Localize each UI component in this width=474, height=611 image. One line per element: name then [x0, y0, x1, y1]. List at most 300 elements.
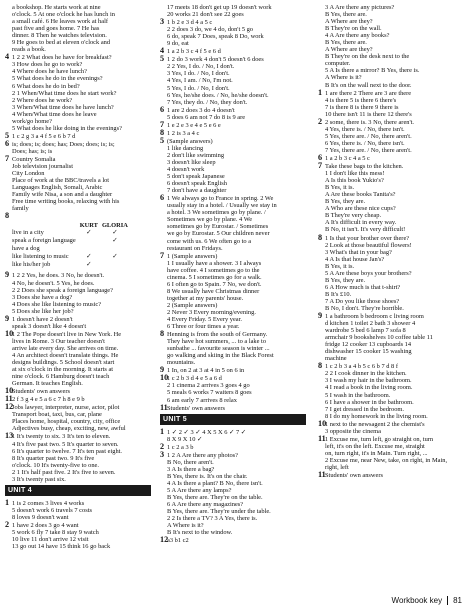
answer-text: have coffee. 4 I sometimes go to the [167, 266, 260, 274]
answer-line [5, 125, 151, 132]
answer-line [318, 162, 470, 170]
answer-line [318, 198, 470, 205]
exercise-number: 1 [318, 88, 323, 97]
answer-text: 1 are 2 does 3 do 4 doesn't [167, 106, 235, 114]
answer-text: City London [12, 170, 45, 178]
answer-text: 1 are there 2 There are 3 are there [325, 89, 412, 97]
table-row [12, 237, 132, 245]
answer-text: 5 Yes, there are. / No, there aren't. [325, 132, 412, 140]
answer-text: 6 A Are there any magazines? [167, 501, 244, 509]
answer-line [5, 271, 151, 279]
answer-line [5, 315, 151, 323]
answer-line [5, 521, 151, 529]
exercise-number: 4 [160, 47, 165, 56]
answer-line [160, 522, 308, 529]
answer-text: go walking and skiing in the Black Forest [167, 352, 274, 360]
answer-line [318, 464, 470, 471]
answer-text: 1 2 2 Yes, he does. 3 No, he doesn't. [12, 272, 105, 280]
answer-line [5, 32, 151, 39]
answer-text: 4 is there 5 is there 6 there's [325, 96, 397, 104]
answer-line [5, 90, 151, 97]
answer-line [318, 298, 470, 305]
answer-text: work/go home? [12, 117, 52, 125]
exercise-number: 1 [5, 498, 10, 507]
answer-text: 3 Does she have a dog? [12, 293, 73, 301]
answer-line [318, 32, 470, 39]
answer-line [318, 184, 470, 191]
answer-text: lives in Rome. 3 Our teacher doesn't [12, 337, 105, 345]
answer-line [318, 392, 470, 399]
answer-text: Transport boat, taxi, bus, car, plane [12, 411, 102, 419]
exercise-number: 7 [160, 120, 165, 129]
answer-line [160, 230, 308, 237]
answer-line [5, 132, 151, 140]
answer-line [5, 373, 151, 380]
answer-line [318, 74, 470, 81]
answer-text: A Who are these nice cups? [325, 205, 396, 213]
answer-text: sunbathe ... favourite season is winter ... [167, 345, 270, 353]
answer-line [318, 406, 470, 413]
answer-line [160, 330, 308, 338]
answer-line [160, 252, 308, 260]
answer-text: cinema. 5 I sometimes go for a walk. [167, 273, 262, 281]
answer-text: right, left [325, 464, 349, 471]
table-check [102, 245, 132, 253]
answer-text: 1 2 do 3 work 4 don't 5 doesn't 6 does [167, 56, 264, 64]
answer-line [5, 543, 151, 550]
answer-line [5, 403, 151, 411]
answer-line [5, 191, 151, 198]
answer-line [160, 451, 308, 459]
answer-text: Job television journalist [12, 163, 74, 171]
unit-heading: UNIT 5 [160, 414, 306, 425]
exercise-number: 6 [5, 139, 10, 148]
answer-text: d kitchen 1 toilet 2 bath 3 shower 4 [325, 320, 416, 328]
answer-text: a3 b1 c2 [167, 537, 189, 545]
answer-text: 7 I get dressed in the bedroom. [325, 405, 404, 413]
column-left [5, 4, 151, 589]
answer-text: 4 Does she like listening to music? [12, 300, 102, 308]
answer-text: 2 Where does he work? [12, 96, 73, 104]
answer-line [160, 33, 308, 40]
exercise-number: 8 [318, 233, 323, 242]
answer-text: family [12, 205, 29, 213]
answer-line [5, 46, 151, 53]
answer-text: 7 is there 8 is there 9 there is [325, 103, 399, 111]
answer-line [318, 4, 470, 11]
answer-line [160, 529, 308, 536]
answer-text: on, turn right, it's in Main. Turn right, ... [325, 449, 428, 457]
answer-line [160, 238, 308, 245]
answer-line [5, 83, 151, 90]
answer-line [160, 223, 308, 230]
answer-text: 8 X 9 X 10 ✓ [167, 435, 203, 443]
answer-text: machine [325, 355, 347, 363]
answer-text: 7 don't have a daughter [167, 187, 227, 195]
answer-line [318, 25, 470, 32]
unit-heading: UNIT 4 [5, 485, 151, 496]
answer-text: Take these bags to the kitchen. [325, 163, 404, 171]
answer-line [318, 291, 470, 298]
answer-line [318, 327, 470, 334]
answer-text: 1 have 2 does 3 go 4 want [12, 521, 79, 529]
answer-text: B They're on the desk next to the [325, 53, 410, 61]
answer-text: 5 What does he like doing in the evenings? [12, 124, 122, 132]
answer-text: o'clock. 5 At one o'clock he has lunch in [12, 11, 115, 19]
answer-line [5, 118, 151, 125]
answer-line [5, 529, 151, 536]
answer-text: designs buildings. 5 School doesn't start [12, 359, 115, 367]
answer-line [5, 308, 151, 315]
answer-line [318, 443, 470, 450]
answer-text: 17 meets 18 don't get up 19 doesn't work [167, 4, 272, 11]
answer-line [160, 389, 308, 396]
table-activity: have a dog [12, 245, 40, 253]
table-header-gloria: GLORIA [101, 222, 128, 230]
answer-line [160, 515, 308, 522]
answer-line [318, 471, 470, 479]
answer-text: 1 In, on 2 at 3 at 4 in 5 on 6 in [167, 367, 245, 375]
table-activity: speak a foreign language [12, 237, 76, 245]
answer-text: together at my parents' house. [167, 294, 244, 302]
answer-text: 5 meals 6 works 7 waiters 8 goes [167, 389, 252, 397]
answer-text: 5 doesn't work 6 travels 7 costs [12, 506, 92, 514]
answer-line [318, 140, 470, 147]
answer-text: 3 Yes, I do. / No, I don't. [167, 70, 230, 78]
answer-line [5, 418, 151, 425]
exercise-number: 12 [5, 403, 14, 412]
answer-text: B Yes, there is. It's on the chair. [167, 472, 248, 480]
answer-text: 10 live 11 don't arrive 12 visit [12, 536, 89, 544]
answer-text: 1 is 2 comes 3 lives 4 works [12, 499, 85, 507]
answer-line [5, 155, 151, 163]
answer-line [160, 106, 308, 114]
answer-line [5, 148, 151, 155]
answer-text: 2 don't like swimming [167, 151, 225, 159]
answer-line [318, 46, 470, 53]
answer-line [5, 212, 151, 220]
answer-text: A Where is it? [167, 522, 204, 530]
table-check: ✓ [86, 253, 92, 261]
answer-line [318, 226, 470, 233]
answer-line [160, 501, 308, 508]
answer-text: 1 a bathroom b bedroom c living room [325, 313, 424, 321]
answer-text: B Yes, they are. [325, 198, 366, 206]
answer-text: 1 e 2 e 3 e 4 e 5 e 6 e [167, 121, 221, 129]
answer-text: 2 1 It's half past five. 2 It's five to seven. [12, 468, 116, 476]
answer-text: reads a book. [12, 46, 46, 54]
answer-text: we go by Eurostar. 5 Our children never [167, 230, 270, 238]
answer-text: B It's £10. [325, 290, 352, 298]
answer-line [160, 202, 308, 209]
answer-line [318, 234, 470, 242]
answer-text: B They're on the wall. [325, 25, 382, 33]
table-check [80, 237, 102, 245]
answer-line [160, 180, 308, 187]
answer-text: Students' own answers [12, 388, 70, 396]
answer-line [5, 514, 151, 521]
answer-text: 2 2 Is there a TV? 3 A Yes, there is. [167, 515, 258, 523]
answer-text: Place of work at the BBC/travels a lot [12, 177, 110, 185]
answer-text: 1 c 2 g 3 a 4 f 5 e 6 b 7 d [12, 132, 76, 140]
answer-text: 1 I don't like this mess! [325, 170, 385, 178]
page-footer [392, 596, 462, 605]
answer-line [160, 260, 308, 267]
exercise-number: 11 [318, 434, 326, 443]
answer-text: 1 2 A Are there any photos? [167, 451, 238, 459]
answer-text: 1 It's twenty to six. 3 It's ten to eleven. [12, 433, 111, 441]
answer-line [318, 170, 470, 177]
answer-line [160, 152, 308, 159]
answer-text: 4 doesn't work [167, 166, 205, 174]
answer-text: 3 opposite the cinema [325, 427, 381, 435]
answer-text: a hotel. 3 We sometimes go by plane. / [167, 209, 266, 217]
answer-text: 10 there isn't 11 is there 12 there's [325, 110, 412, 118]
answer-line [318, 341, 470, 348]
answer-line [5, 441, 151, 448]
answer-text: a bookshop. He starts work at nine [12, 4, 101, 11]
table-check: ✓ [86, 229, 92, 237]
answer-line [318, 362, 470, 370]
answer-text: 5 What does he do in the evenings? [12, 75, 103, 83]
answer-line [318, 334, 470, 341]
answer-text: 2 1 cinema 2 arrives 3 goes 4 go [167, 382, 250, 390]
answer-line [318, 82, 470, 89]
footer-separator [447, 596, 448, 605]
answer-line [160, 404, 308, 412]
answer-text: 6 I have a shower in the bathroom. [325, 398, 414, 406]
answer-line [160, 459, 308, 466]
answer-line [160, 99, 308, 106]
answer-text: A It's difficult in every way. [325, 219, 397, 227]
exercise-number: 9 [318, 312, 323, 321]
table-row [12, 261, 132, 269]
answer-text: 5 Does she like her job? [12, 307, 74, 315]
exercise-number: 8 [160, 330, 165, 339]
answer-text: come with us. 6 We often go to a [167, 237, 252, 245]
answer-text: restaurant on Fridays. [167, 244, 223, 252]
answer-line [5, 448, 151, 455]
exercise-number: 5 [160, 55, 165, 64]
answer-text: 4 Yes, I am. / No, I'm not. [167, 77, 233, 85]
answer-line [160, 487, 308, 494]
answer-line [5, 53, 151, 61]
answer-line [160, 338, 308, 345]
answer-line [5, 68, 151, 75]
exercise-number: 13 [5, 432, 14, 441]
answer-line [318, 242, 470, 249]
answer-line [5, 338, 151, 345]
answer-line [5, 359, 151, 366]
answer-text: 9 do, eat [167, 40, 189, 48]
answer-text: arrive late every day. She arrives on time. [12, 344, 119, 352]
answer-line [318, 97, 470, 104]
answer-text: 4 It's five past two. 5 It's quarter to seven. [12, 440, 119, 448]
answer-text: 2 some, there is. 3 No, there aren't. [325, 118, 414, 126]
table-check: ✓ [112, 237, 118, 245]
exercise-number: 2 [160, 442, 165, 451]
answer-line [318, 191, 470, 198]
answer-line [5, 198, 151, 205]
answer-text: 6 Yes, there is. / No, there isn't. [325, 139, 405, 147]
answer-line [318, 256, 470, 263]
answer-text: Languages English, Somali, Arabic [12, 184, 103, 192]
answer-text: 1 a 2 b 3 c 4 f 5 e 6 d [167, 48, 221, 56]
answer-text: at six o'clock in the morning. It starts at [12, 366, 114, 374]
answer-line [318, 355, 470, 362]
answer-line [160, 55, 308, 63]
exercise-number: 9 [5, 314, 10, 323]
answer-text: 4 I read a book in the living room. [325, 384, 413, 392]
answer-text: 5 A Is there a mirror? B Yes, there is. [325, 67, 420, 75]
answer-line [5, 11, 151, 18]
answer-text: wardrobe 5 bed 6 lamp 7 sofa 8 [325, 327, 406, 335]
answer-text: 4 No, he doesn't. 5 Yes, he does. [12, 279, 95, 287]
answer-line [5, 462, 151, 469]
answer-line [5, 75, 151, 82]
exercise-number: 6 [160, 105, 165, 114]
answer-text: B No, there aren't. [167, 458, 214, 466]
answer-line [318, 413, 470, 420]
answer-line [5, 280, 151, 287]
answer-text: 5 work 6 fly 7 take 8 stay 9 watch [12, 529, 99, 536]
answer-line [160, 159, 308, 166]
answer-text: 7 Yes, they do. / No, they don't. [167, 98, 248, 106]
answer-text: 1 Is that your brother over there? [325, 234, 410, 242]
answer-line [160, 173, 308, 180]
answer-line [5, 97, 151, 104]
table-activity: like listening to music [12, 253, 69, 261]
answer-text: 1 ✓ 2 ✓ 3 ✓ 4 X 5 X 6 ✓ 7 ✓ [167, 428, 247, 436]
answer-line [5, 25, 151, 32]
answer-text: Sometimes we go by plane. 4 We [167, 216, 253, 224]
exercise-number: 10 [160, 374, 169, 383]
answer-text: Does; has; is; is [12, 147, 53, 155]
answer-text: 6 Yes, he/she does. / No, he/she doesn't. [167, 91, 269, 99]
answer-text: (Sample answers) [167, 137, 213, 145]
answer-text: 7 Yes, there are. / No, there aren't. [325, 146, 412, 154]
answer-line [318, 270, 470, 277]
answer-line [160, 323, 308, 330]
answer-line [5, 39, 151, 46]
table-activity: like his/her job [12, 261, 51, 269]
answer-line [5, 395, 151, 403]
answer-text: 2 2 Yes, I do. / No, I don't. [167, 63, 235, 71]
answer-text: 3 It's twenty past six. [12, 475, 66, 483]
answer-line [318, 305, 470, 312]
table-check [102, 261, 132, 269]
answer-text: German. It teaches English. [12, 380, 83, 388]
answer-line [318, 219, 470, 226]
answer-text: mountains. [167, 359, 196, 367]
answer-text: dishwasher 15 cooker 15 washing [325, 348, 412, 356]
answer-line [160, 166, 308, 173]
answer-text: 7 A Do you like those shoes? [325, 297, 400, 305]
answer-text: 1 We always go to France in spring. 2 We [167, 195, 274, 203]
exercise-number: 6 [318, 153, 323, 162]
answer-text: B Yes, there are. [325, 11, 367, 19]
answer-line [160, 26, 308, 33]
answer-line [160, 137, 308, 145]
exercise-number: 7 [318, 162, 323, 171]
answer-line [160, 345, 308, 352]
answer-line [160, 494, 308, 501]
answer-text: B No, it isn't. It's very difficult! [325, 226, 406, 234]
exercise-number: 8 [160, 128, 165, 137]
answer-line [160, 480, 308, 487]
exercise-number: 11 [5, 395, 13, 404]
answer-line [160, 374, 308, 382]
answer-text: Henning is from the south of Germany. [167, 331, 268, 339]
exercise-number: 7 [5, 154, 10, 163]
answer-text: A Where are they? [325, 46, 373, 54]
exercise-number: 10 [5, 387, 14, 396]
answer-line [160, 129, 308, 137]
answer-line [160, 85, 308, 92]
answer-text: speak 3 doesn't like 4 doesn't [12, 322, 87, 330]
answer-line [160, 302, 308, 309]
answer-line [318, 348, 470, 355]
exercise-number: 10 [5, 329, 14, 338]
answer-text: A Is this book Yukio's? [325, 177, 384, 185]
exercise-number: 2 [5, 520, 10, 529]
answer-line [318, 312, 470, 320]
answer-line [160, 397, 308, 404]
answer-line [318, 399, 470, 406]
answer-line [160, 245, 308, 252]
answer-line [5, 432, 151, 440]
answer-text: 13 go out 14 have 15 think 16 go back [12, 543, 111, 551]
answer-text: B Yes, it is. [325, 184, 355, 192]
answer-text: 3 doesn't like sleep [167, 158, 216, 166]
answer-line [160, 194, 308, 202]
table-check: ✓ [86, 261, 92, 269]
answer-line [5, 455, 151, 462]
answer-text: A Where are they? [325, 18, 373, 26]
answer-text: 4 A Are there any books? [325, 32, 390, 40]
exercise-number: 11 [160, 403, 168, 412]
answer-text: B They're very cheap. [325, 212, 382, 220]
answer-text: past five and goes home. 7 He has [12, 25, 100, 33]
answer-text: 1 2 The Pope doesn't live in New York. He [12, 330, 122, 338]
answer-line [160, 70, 308, 77]
exercise-number: 9 [5, 271, 10, 280]
answer-text: B Yes, there are. [325, 39, 367, 47]
exercise-number: 11 [318, 471, 326, 480]
answer-line [5, 177, 151, 184]
answer-line [318, 53, 470, 60]
answer-line [160, 295, 308, 302]
answer-line [318, 205, 470, 212]
answer-line [318, 428, 470, 435]
answer-text: 8 I do my homework in the living room. [325, 412, 428, 420]
answer-line [160, 47, 308, 55]
exercise-number: 9 [160, 366, 165, 375]
answer-line [318, 377, 470, 384]
answer-text: B Yes, they are. [325, 276, 366, 284]
answer-line [5, 380, 151, 387]
answer-text: 6 am early 7 arrives 8 relax [167, 396, 237, 404]
answer-line [160, 40, 308, 47]
answer-line [160, 4, 308, 11]
answer-line [160, 209, 308, 216]
answer-line [318, 67, 470, 74]
answer-text: Free time writing books, relaxing with his [12, 198, 120, 206]
answer-line [318, 118, 470, 126]
exercise-number: 1 [160, 427, 165, 436]
answer-text: armchair 9 bookshelves 10 coffee table 11 [325, 334, 433, 342]
answer-line [5, 425, 151, 432]
